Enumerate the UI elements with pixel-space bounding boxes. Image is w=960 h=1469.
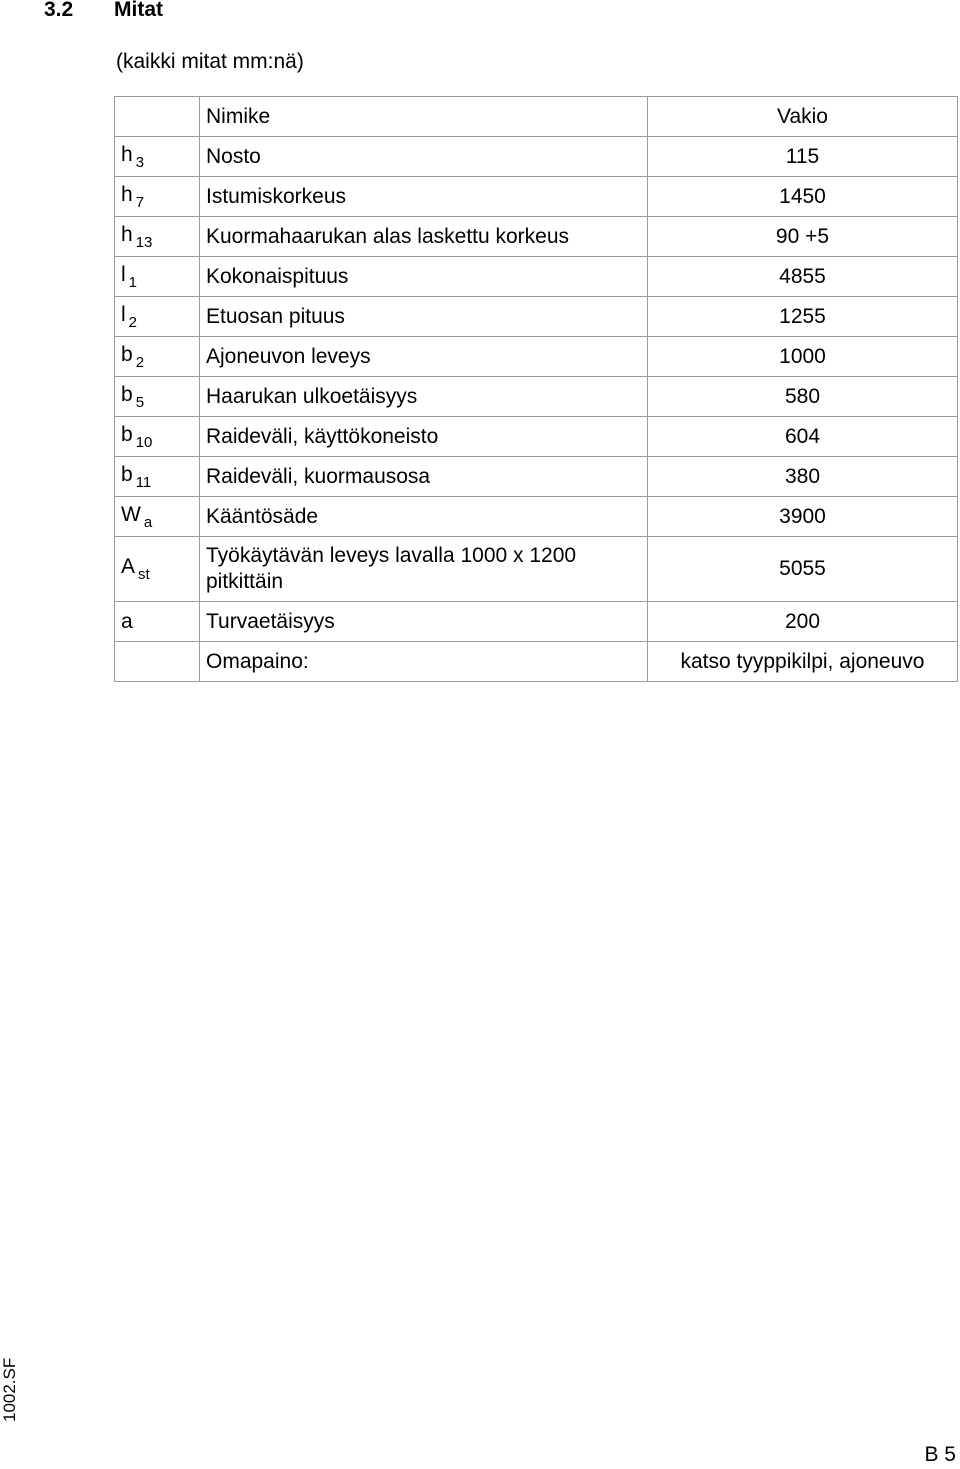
dimension-name: Istumiskorkeus [200,177,648,217]
dimension-symbol [115,337,200,377]
symbol-letter: h [121,142,133,166]
symbol-subscript: st [138,566,150,583]
table-row [115,177,958,217]
symbol-letter: b [121,342,133,366]
document-code: 1002.SF [0,1357,19,1422]
dimension-name: Omapaino: [200,642,648,682]
section-title: Mitat [114,0,163,21]
symbol-subscript: 1 [128,273,138,291]
dimension-name: Kääntösäde [200,497,648,537]
dimension-name: Haarukan ulkoetäisyys [200,377,648,417]
dimensions-table [114,96,958,682]
symbol-letter: a [121,609,133,633]
symbol-letter: A [121,555,136,578]
table-row [115,297,958,337]
dimension-symbol [115,217,200,257]
dimension-value: 3900 [648,497,958,537]
dimension-name: Raideväli, kuormausosa [200,457,648,497]
dimension-symbol [115,497,200,537]
table-row [115,377,958,417]
dimension-value: 604 [648,417,958,457]
dimensions-table-body [115,97,958,682]
table-row [115,642,958,682]
dimension-symbol [115,297,200,337]
dimension-name: Kuormahaarukan alas laskettu korkeus [200,217,648,257]
dimension-symbol [115,642,200,682]
page-number: B 5 [924,1443,956,1466]
symbol-subscript: 2 [128,313,138,331]
table-row [115,217,958,257]
dimension-value: katso tyyppikilpi, ajoneuvo [648,642,958,682]
dimension-value: 4855 [648,257,958,297]
dimension-name: Etuosan pituus [200,297,648,337]
dimension-name: Ajoneuvon leveys [200,337,648,377]
table-row [115,417,958,457]
symbol-subscript: 3 [135,153,145,171]
dimension-name: Työkäytävän leveys lavalla 1000 x 1200 pitkittäin [200,537,648,602]
dimension-value: 1450 [648,177,958,217]
dimension-value: 580 [648,377,958,417]
symbol-letter: l [121,262,126,286]
symbol-letter: W [121,502,141,526]
symbol-subscript: 2 [135,353,145,371]
symbol-letter: h [121,222,133,246]
dimension-symbol [115,137,200,177]
symbol-letter: b [121,422,133,446]
dimension-name: Raideväli, käyttökoneisto [200,417,648,457]
dimension-symbol [115,377,200,417]
dimension-value: 5055 [648,537,958,602]
dimension-symbol [115,177,200,217]
dimension-name: Turvaetäisyys [200,602,648,642]
table-header-row [115,97,958,137]
table-row [115,257,958,297]
dimension-value: 115 [648,137,958,177]
dimension-value: 200 [648,602,958,642]
dimension-symbol [115,537,200,602]
table-row [115,457,958,497]
symbol-subscript: 10 [135,433,153,451]
dimension-symbol [115,602,200,642]
symbol-letter: b [121,462,133,486]
header-symbol [115,97,200,137]
symbol-subscript: 5 [135,393,145,411]
dimension-name: Kokonaispituus [200,257,648,297]
table-row [115,602,958,642]
dimension-symbol [115,417,200,457]
table-row [115,337,958,377]
symbol-subscript: 11 [135,473,152,491]
table-row [115,497,958,537]
symbol-subscript: a [143,513,153,531]
table-row [115,537,958,602]
units-note: (kaikki mitat mm:nä) [116,50,304,73]
symbol-subscript: 7 [135,193,145,211]
dimension-value: 380 [648,457,958,497]
dimension-symbol [115,457,200,497]
header-name: Nimike [200,97,648,137]
dimension-value: 1255 [648,297,958,337]
table-row [115,137,958,177]
dimension-value: 1000 [648,337,958,377]
symbol-letter: b [121,382,133,406]
header-value: Vakio [648,97,958,137]
symbol-subscript: 13 [135,233,153,251]
symbol-letter: h [121,182,133,206]
section-number: 3.2 [44,0,74,21]
dimension-value: 90 +5 [648,217,958,257]
dimension-name: Nosto [200,137,648,177]
section-heading [44,0,163,22]
dimension-symbol [115,257,200,297]
symbol-letter: l [121,302,126,326]
